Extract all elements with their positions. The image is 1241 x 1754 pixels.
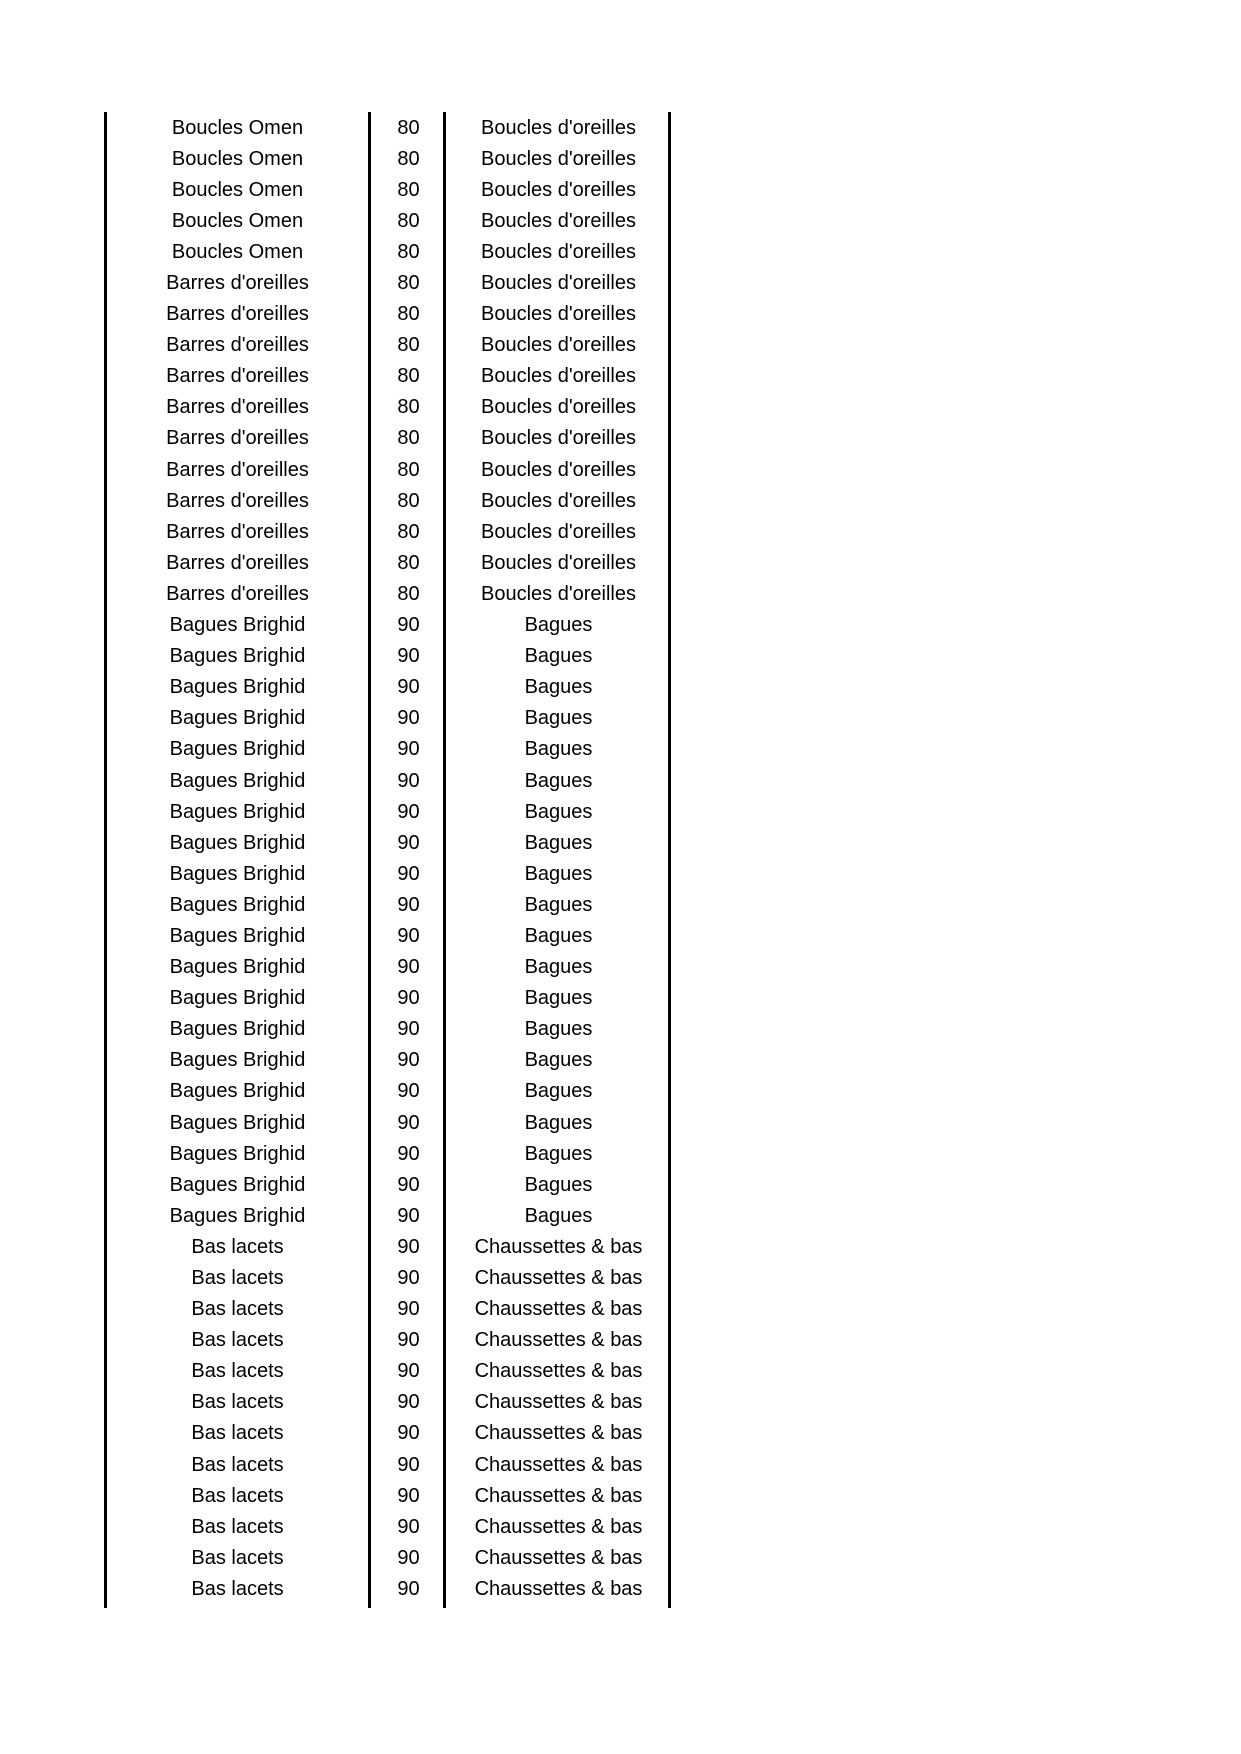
table-row [104,299,671,330]
table-row [104,112,671,143]
table-row [104,1076,671,1107]
table-row [104,952,671,983]
cell-value[interactable]: 80 [397,209,420,232]
table-row [104,610,671,641]
table-row [104,1294,671,1325]
cell-category[interactable]: Chaussettes & bas [474,1298,643,1321]
cell-value[interactable]: 90 [397,707,420,730]
cell-name[interactable]: Bagues Brighid [169,800,306,823]
cell-category[interactable]: Chaussettes & bas [474,1546,643,1569]
table-row [104,143,671,174]
cell-name[interactable]: Bas lacets [191,1235,284,1258]
cell-value[interactable]: 90 [397,1360,420,1383]
cell-name[interactable]: Boucles Omen [171,240,304,263]
cell-value[interactable]: 80 [397,147,420,170]
cell-category[interactable]: Boucles d'oreilles [480,272,636,295]
cell-category[interactable]: Chaussettes & bas [474,1484,643,1507]
cell-name[interactable]: Bagues Brighid [169,645,306,668]
table-row [104,205,671,236]
cell-category[interactable]: Chaussettes & bas [474,1453,643,1476]
cell-category[interactable]: Boucles d'oreilles [480,365,636,388]
cell-value[interactable]: 90 [397,738,420,761]
cell-category[interactable]: Boucles d'oreilles [480,209,636,232]
table-row [104,516,671,547]
cell-category[interactable]: Bagues [524,1080,593,1103]
cell-name[interactable]: Bagues Brighid [169,924,306,947]
cell-name[interactable]: Barres d'oreilles [166,272,309,295]
cell-value[interactable]: 90 [397,614,420,637]
product-table [104,112,671,1605]
cell-category[interactable]: Bagues [524,738,593,761]
cell-value[interactable]: 90 [397,1049,420,1072]
cell-category[interactable]: Chaussettes & bas [474,1329,643,1352]
cell-value[interactable]: 90 [397,924,420,947]
cell-category[interactable]: Boucles d'oreilles [480,147,636,170]
cell-name[interactable]: Bas lacets [191,1360,284,1383]
cell-value[interactable]: 90 [397,1391,420,1414]
cell-category[interactable]: Boucles d'oreilles [480,178,636,201]
cell-value[interactable]: 90 [397,1484,420,1507]
cell-name[interactable]: Bagues Brighid [169,707,306,730]
cell-category[interactable]: Chaussettes & bas [474,1577,643,1600]
cell-name[interactable]: Bagues Brighid [169,893,306,916]
cell-name[interactable]: Bas lacets [191,1484,284,1507]
cell-value[interactable]: 90 [397,1018,420,1041]
cell-value[interactable]: 90 [397,1329,420,1352]
table-row [104,703,671,734]
table-row [104,1045,671,1076]
cell-category[interactable]: Bagues [524,831,593,854]
cell-value[interactable]: 90 [397,1453,420,1476]
cell-name[interactable]: Bagues Brighid [169,676,306,699]
cell-value[interactable]: 80 [397,178,420,201]
table-row [104,485,671,516]
cell-name[interactable]: Bagues Brighid [169,1080,306,1103]
table-row [104,1573,671,1604]
cell-name[interactable]: Bagues Brighid [169,987,306,1010]
cell-category[interactable]: Bagues [524,707,593,730]
table-row [104,1262,671,1293]
cell-name[interactable]: Barres d'oreilles [166,396,309,419]
cell-category[interactable]: Bagues [524,1204,593,1227]
cell-value[interactable]: 90 [397,893,420,916]
cell-name[interactable]: Bas lacets [191,1453,284,1476]
cell-value[interactable]: 90 [397,1546,420,1569]
cell-name[interactable]: Bas lacets [191,1329,284,1352]
cell-category[interactable]: Boucles d'oreilles [480,396,636,419]
table-row [104,1511,671,1542]
cell-value[interactable]: 80 [397,365,420,388]
table-row [104,361,671,392]
cell-value[interactable]: 80 [397,334,420,357]
table-row [104,454,671,485]
cell-value[interactable]: 80 [397,396,420,419]
cell-value[interactable]: 90 [397,1577,420,1600]
cell-category[interactable]: Chaussettes & bas [474,1515,643,1538]
table-row [104,1356,671,1387]
table-row [104,1449,671,1480]
cell-name[interactable]: Bas lacets [191,1515,284,1538]
cell-name[interactable]: Bagues Brighid [169,614,306,637]
cell-category[interactable]: Bagues [524,800,593,823]
cell-value[interactable]: 90 [397,1422,420,1445]
table-row [104,1200,671,1231]
table-row [104,578,671,609]
cell-value[interactable]: 90 [397,1235,420,1258]
cell-category[interactable]: Boucles d'oreilles [480,458,636,481]
cell-category[interactable]: Boucles d'oreilles [480,116,636,139]
cell-value[interactable]: 80 [397,489,420,512]
cell-category[interactable]: Bagues [524,987,593,1010]
table-row [104,983,671,1014]
table-row [104,827,671,858]
cell-value[interactable]: 80 [397,551,420,574]
cell-value[interactable]: 80 [397,427,420,450]
cell-name[interactable]: Bagues Brighid [169,1173,306,1196]
table-row [104,1542,671,1573]
cell-name[interactable]: Boucles Omen [171,116,304,139]
cell-category[interactable]: Boucles d'oreilles [480,334,636,357]
table-row [104,765,671,796]
cell-value[interactable]: 80 [397,240,420,263]
cell-value[interactable]: 90 [397,862,420,885]
cell-category[interactable]: Chaussettes & bas [474,1422,643,1445]
cell-category[interactable]: Bagues [524,956,593,979]
cell-category[interactable]: Bagues [524,1142,593,1165]
table-row [104,641,671,672]
cell-name[interactable]: Barres d'oreilles [166,365,309,388]
cell-value[interactable]: 80 [397,303,420,326]
cell-name[interactable]: Bagues Brighid [169,1049,306,1072]
cell-category[interactable]: Chaussettes & bas [474,1235,643,1258]
table-row [104,330,671,361]
spreadsheet-page [104,112,674,1608]
table-row [104,1418,671,1449]
cell-value[interactable]: 80 [397,458,420,481]
cell-value[interactable]: 90 [397,769,420,792]
cell-name[interactable]: Bas lacets [191,1577,284,1600]
cell-value[interactable]: 80 [397,272,420,295]
cell-category[interactable]: Chaussettes & bas [474,1360,643,1383]
cell-category[interactable]: Bagues [524,1173,593,1196]
cell-name[interactable]: Bagues Brighid [169,738,306,761]
cell-name[interactable]: Barres d'oreilles [166,489,309,512]
cell-name[interactable]: Bagues Brighid [169,956,306,979]
cell-category[interactable]: Boucles d'oreilles [480,427,636,450]
cell-name[interactable]: Bagues Brighid [169,769,306,792]
cell-category[interactable]: Boucles d'oreilles [480,303,636,326]
table-row [104,1014,671,1045]
cell-value[interactable]: 80 [397,116,420,139]
cell-name[interactable]: Barres d'oreilles [166,458,309,481]
cell-category[interactable]: Bagues [524,862,593,885]
cell-value[interactable]: 80 [397,582,420,605]
cell-name[interactable]: Boucles Omen [171,178,304,201]
cell-value[interactable]: 80 [397,520,420,543]
cell-value[interactable]: 90 [397,676,420,699]
cell-value[interactable]: 90 [397,1111,420,1134]
table-row [104,796,671,827]
cell-name[interactable]: Bagues Brighid [169,1204,306,1227]
cell-name[interactable]: Boucles Omen [171,209,304,232]
cell-category[interactable]: Bagues [524,1049,593,1072]
table-row [104,423,671,454]
table-row [104,672,671,703]
cell-category[interactable]: Boucles d'oreilles [480,489,636,512]
cell-category[interactable]: Bagues [524,1111,593,1134]
cell-category[interactable]: Chaussettes & bas [474,1391,643,1414]
table-row [104,1138,671,1169]
cell-value[interactable]: 90 [397,1267,420,1290]
cell-value[interactable]: 90 [397,987,420,1010]
cell-category[interactable]: Bagues [524,893,593,916]
table-row [104,174,671,205]
table-row [104,1169,671,1200]
cell-name[interactable]: Barres d'oreilles [166,334,309,357]
cell-value[interactable]: 90 [397,1173,420,1196]
cell-name[interactable]: Barres d'oreilles [166,582,309,605]
cell-name[interactable]: Bas lacets [191,1267,284,1290]
cell-name[interactable]: Bagues Brighid [169,1018,306,1041]
table-row [104,392,671,423]
cell-name[interactable]: Bas lacets [191,1422,284,1445]
table-row [104,889,671,920]
cell-name[interactable]: Bas lacets [191,1391,284,1414]
cell-value[interactable]: 90 [397,1515,420,1538]
cell-name[interactable]: Bagues Brighid [169,1142,306,1165]
cell-category[interactable]: Chaussettes & bas [474,1267,643,1290]
cell-value[interactable]: 90 [397,1080,420,1103]
cell-name[interactable]: Bagues Brighid [169,862,306,885]
cell-name[interactable]: Barres d'oreilles [166,427,309,450]
cell-category[interactable]: Bagues [524,1018,593,1041]
table-row [104,920,671,951]
cell-category[interactable]: Boucles d'oreilles [480,582,636,605]
cell-name[interactable]: Boucles Omen [171,147,304,170]
table-row [104,267,671,298]
table-row [104,1231,671,1262]
cell-category[interactable]: Bagues [524,769,593,792]
cell-category[interactable]: Boucles d'oreilles [480,520,636,543]
table-row [104,858,671,889]
cell-value[interactable]: 90 [397,1204,420,1227]
cell-category[interactable]: Boucles d'oreilles [480,240,636,263]
cell-name[interactable]: Bas lacets [191,1546,284,1569]
cell-value[interactable]: 90 [397,1298,420,1321]
product-table-body [104,112,671,1605]
cell-category[interactable]: Bagues [524,924,593,947]
cell-value[interactable]: 90 [397,645,420,668]
table-row [104,734,671,765]
table-row [104,1480,671,1511]
cell-value[interactable]: 90 [397,800,420,823]
cell-name[interactable]: Bagues Brighid [169,831,306,854]
table-row [104,547,671,578]
cell-name[interactable]: Barres d'oreilles [166,520,309,543]
cell-category[interactable]: Bagues [524,676,593,699]
cell-value[interactable]: 90 [397,956,420,979]
cell-value[interactable]: 90 [397,831,420,854]
table-row [104,1107,671,1138]
cell-category[interactable]: Boucles d'oreilles [480,551,636,574]
table-row [104,1387,671,1418]
cell-name[interactable]: Barres d'oreilles [166,551,309,574]
cell-value[interactable]: 90 [397,1142,420,1165]
cell-category[interactable]: Bagues [524,645,593,668]
cell-name[interactable]: Bas lacets [191,1298,284,1321]
cell-category[interactable]: Bagues [524,614,593,637]
table-row [104,236,671,267]
cell-name[interactable]: Barres d'oreilles [166,303,309,326]
cell-name[interactable]: Bagues Brighid [169,1111,306,1134]
table-row [104,1325,671,1356]
